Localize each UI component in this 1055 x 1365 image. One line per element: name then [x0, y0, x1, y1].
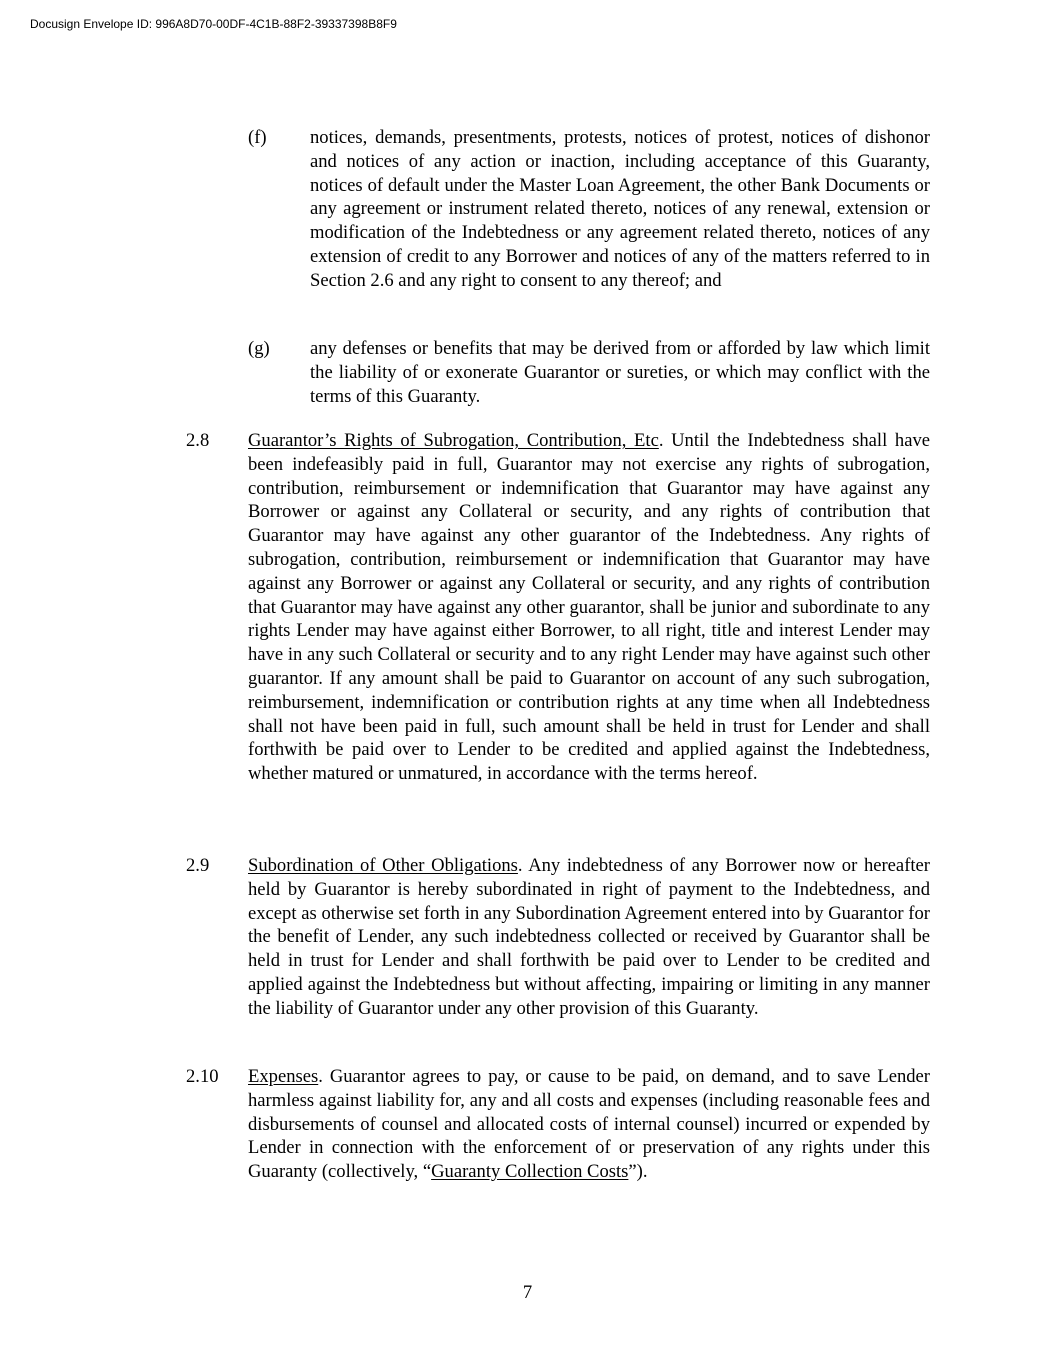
section-2-8-text: . Until the Indebtedness shall have been indefeasibly paid in full, Guarantor may not exercise any rights of subrogation, contribution, reimbursement or indemnification that Guarantor may have against any Borrower or against any Collateral or security, and any rights of contribution that Guarantor may have against any other guarantor of the Indebtedness. Any rights of subrogation, contribution, reimbursement or indemnification that Guarantor may have against any Borrower or against any Collateral or security, and any rights of contribution that Guarantor may have against any other guarantor, shall be junior and subordinate to any rights Lender may have against either Borrower, to all right, title and interest Lender may have in any such Collateral or security and to any right Lender may have against such other guarantor. If any amount shall be paid to Guarantor on account of any such subrogation, reimbursement, indemnification or contribution rights at any time when all Indebtedness shall not have been paid in full, such amount shall be held in trust for Lender and shall forthwith be paid over to Lender to be credited and applied against the Indebtedness, whether matured or unmatured, in accordance with the terms hereof. [248, 430, 930, 785]
section-2-9-text: . Any indebtedness of any Borrower now or hereafter held by Guarantor is hereby subordinated in right of payment to the Indebtedness, and except as otherwise set forth in any Subordination Agreement entered into by Guarantor for the benefit of Lender, any such indebtedness collected or received by Guarantor shall be held in trust for Lender and shall forthwith be paid over to Lender to be credited and applied against the Indebtedness but without affecting, impairing or limiting in any manner the liability of Guarantor under any other provision of this Guaranty. [248, 855, 930, 1019]
section-2-8-number: 2.8 [186, 430, 210, 451]
docusign-envelope-id: Docusign Envelope ID: 996A8D70-00DF-4C1B-88F2-39337398B8F9 [30, 17, 397, 31]
clause-g-number: (g) [248, 338, 270, 359]
section-2-10 [186, 1065, 930, 1184]
section-2-10-text-before: . Guarantor agrees to pay, or cause to be paid, on demand, and to save Lender harmless against liability for, any and all costs and expenses (including reasonable fees and disbursements of counsel and allocated costs of internal counsel) incurred or expended by Lender in connection with the enforcement of or preservation of any rights under this Guaranty (collectively, “ [248, 1066, 930, 1183]
section-2-9-title: Subordination of Other Obligations [248, 855, 518, 876]
section-2-10-body [248, 1065, 930, 1184]
section-2-10-text-after: ”). [628, 1161, 648, 1183]
section-2-8 [186, 429, 930, 786]
section-2-9-body [248, 854, 930, 1021]
clause-f-number: (f) [248, 127, 267, 148]
section-2-10-title: Expenses [248, 1066, 319, 1087]
page-number: 7 [522, 1282, 533, 1303]
section-2-9 [186, 854, 930, 1021]
clause-g [248, 337, 930, 408]
clause-g-text: any defenses or benefits that may be derived from or afforded by law which limit the liability of or exonerate Guarantor or sureties, or which may conflict with the terms of this Guaranty. [310, 338, 930, 407]
section-2-9-number: 2.9 [186, 855, 210, 876]
section-2-8-title: Guarantor’s Rights of Subrogation, Contribution, Etc [248, 430, 659, 451]
clause-f [248, 126, 930, 293]
defined-term-guaranty-collection-costs: Guaranty Collection Costs [431, 1161, 629, 1183]
section-2-8-body [248, 429, 930, 786]
clause-f-text: notices, demands, presentments, protests, notices of protest, notices of dishonor and notices of any action or inaction, including acceptance of this Guaranty, notices of default under the Master Loan Agreement, the other Bank Documents or any agreement or instrument related thereto, notices of any renewal, extension or modification of the Indebtedness or any agreement related thereto, notices of any extension of credit to any Borrower and notices of any of the matters referred to in Section 2.6 and any right to consent to any thereof; and [310, 127, 930, 291]
section-2-10-number: 2.10 [186, 1066, 219, 1087]
